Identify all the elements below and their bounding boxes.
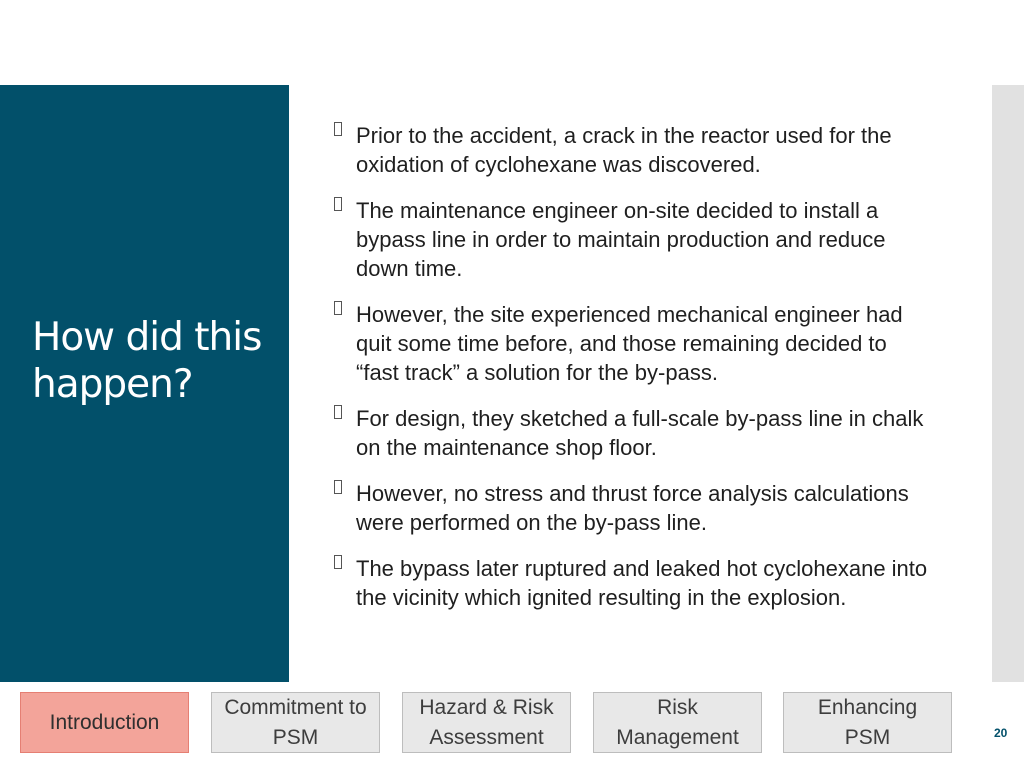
bullet-text: The bypass later ruptured and leaked hot cyclohexane into the vicinity which ignited resulting in the explosion. bbox=[356, 556, 928, 610]
bullet-text: However, no stress and thrust force analysis calculations were performed on the by-pass line. bbox=[356, 481, 909, 535]
nav-tab-label: Commitment to PSM bbox=[224, 695, 367, 749]
bullet-item bbox=[334, 554, 934, 612]
bullet-text: The maintenance engineer on-site decided to install a bypass line in order to maintain production and reduce down time. bbox=[356, 198, 886, 281]
nav-tab-label: Risk Management bbox=[616, 695, 739, 749]
bullet-text: For design, they sketched a full-scale by-pass line in chalk on the maintenance shop floor. bbox=[356, 406, 924, 460]
bullet-box-icon bbox=[334, 301, 342, 315]
bullet-list bbox=[334, 121, 934, 629]
bullet-box-icon bbox=[334, 405, 342, 419]
bullet-item bbox=[334, 404, 934, 462]
bullet-item bbox=[334, 121, 934, 179]
nav-tab-hazard-risk-assessment[interactable] bbox=[402, 692, 571, 753]
nav-tab-label: Introduction bbox=[49, 710, 160, 734]
nav-tab-label: Hazard & Risk Assessment bbox=[419, 695, 554, 749]
nav-tab-enhancing-psm[interactable] bbox=[783, 692, 952, 753]
nav-tab-commitment-to-psm[interactable] bbox=[211, 692, 380, 753]
nav-tab-risk-management[interactable] bbox=[593, 692, 762, 753]
bullet-box-icon bbox=[334, 480, 342, 494]
bullet-box-icon bbox=[334, 197, 342, 211]
section-nav-bar bbox=[0, 682, 1024, 768]
bullet-item bbox=[334, 196, 934, 283]
bullet-box-icon bbox=[334, 555, 342, 569]
bullet-box-icon bbox=[334, 122, 342, 136]
bullet-text: However, the site experienced mechanical engineer had quit some time before, and those remaining decided to “fast track” a solution for the by-pass. bbox=[356, 302, 903, 385]
bullet-item bbox=[334, 300, 934, 387]
slide-title: How did this happen? bbox=[32, 315, 262, 407]
bullet-text: Prior to the accident, a crack in the reactor used for the oxidation of cyclohexane was discovered. bbox=[356, 123, 892, 177]
nav-tab-introduction[interactable] bbox=[20, 692, 189, 753]
page-number: 20 bbox=[994, 726, 1008, 740]
nav-tab-label: Enhancing PSM bbox=[817, 695, 918, 749]
bullet-item bbox=[334, 479, 934, 537]
right-decorative-strip bbox=[992, 85, 1024, 682]
